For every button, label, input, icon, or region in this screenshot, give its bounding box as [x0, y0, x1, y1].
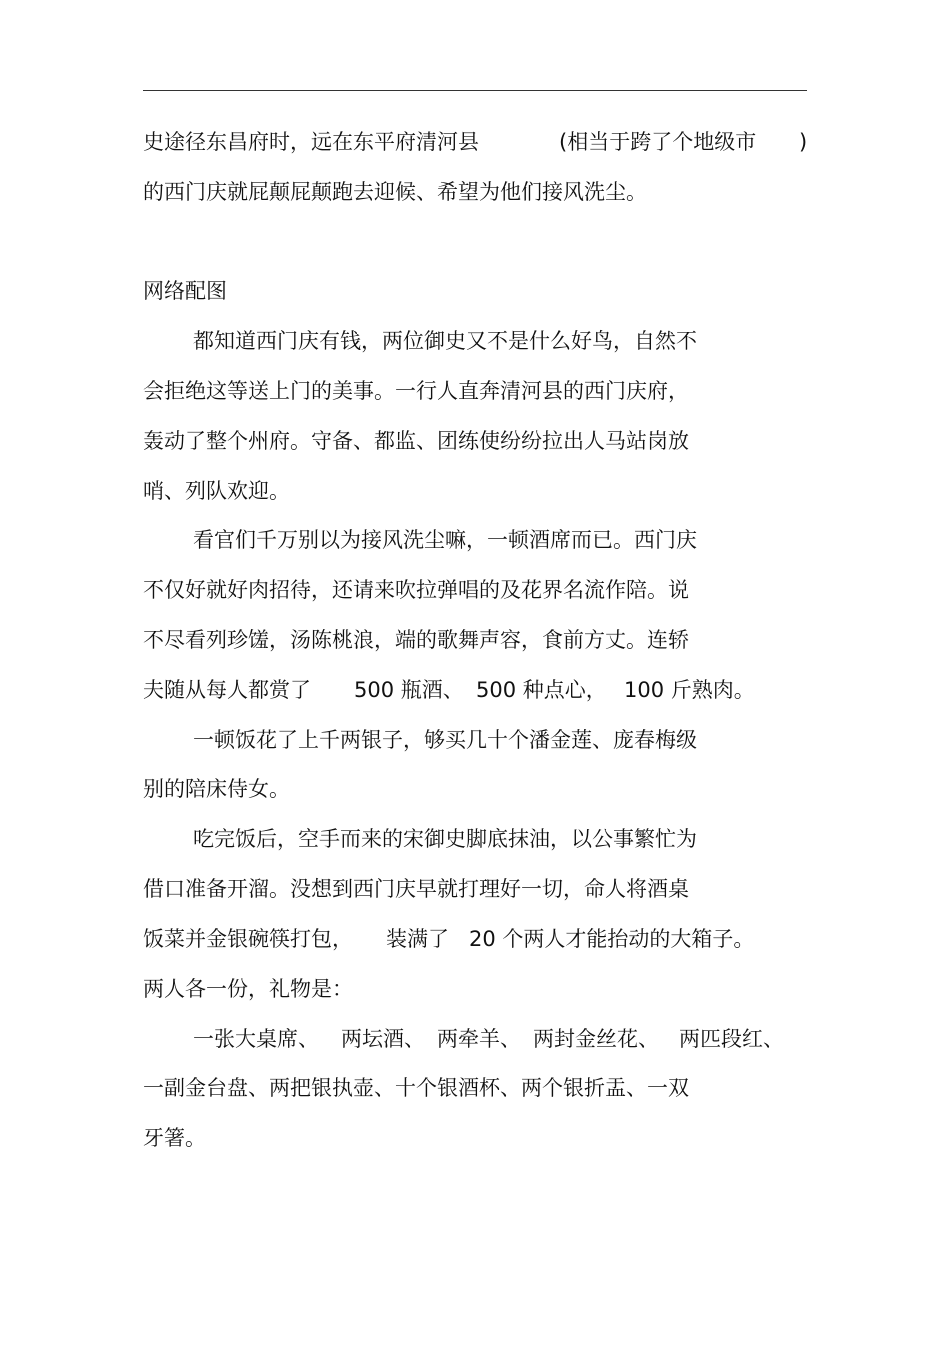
text-line: 借口准备开溜。没想到西门庆早就打理好一切，命人将酒桌	[143, 877, 689, 901]
text-segment: 两匹段红、	[679, 1027, 784, 1051]
text-line: 牙箸。	[143, 1126, 206, 1150]
text-line: 两人各一份，礼物是：	[143, 977, 353, 1001]
text-line	[143, 127, 808, 157]
text-segment: 一张大桌席、	[193, 1027, 319, 1051]
text-line: 不尽看列珍馐，汤陈桃浪，端的歌舞声容，食前方丈。连轿	[143, 628, 689, 652]
text-line: 轰动了整个州府。守备、都监、团练使纷纷拉出人马站岗放	[143, 429, 689, 453]
text-segment: (相当于跨了个地级市	[559, 130, 757, 154]
paragraph-first-line: 一顿饭花了上千两银子，够买几十个潘金莲、庞春梅级	[193, 728, 697, 752]
text-segment: )	[799, 130, 808, 154]
text-line: 哨、列队欢迎。	[143, 479, 290, 503]
text-line	[143, 675, 755, 705]
text-line: 的西门庆就屁颠屁颠跑去迎候、希望为他们接风洗尘。	[143, 180, 647, 204]
text-segment: 500 种点心，	[476, 678, 607, 702]
text-segment: 史途径东昌府时，远在东平府清河县	[143, 130, 479, 154]
text-line: 会拒绝这等送上门的美事。一行人直奔清河县的西门庆府，	[143, 379, 689, 403]
header-rule	[143, 90, 807, 91]
text-segment: 装满了	[386, 927, 449, 951]
paragraph-first-line: 吃完饭后，空手而来的宋御史脚底抹油，以公事繁忙为	[193, 827, 697, 851]
text-segment: 500 瓶酒、	[354, 678, 464, 702]
text-line: 不仅好就好肉招待，还请来吹拉弹唱的及花界名流作陪。说	[143, 578, 689, 602]
paragraph-first-line: 都知道西门庆有钱，两位御史又不是什么好鸟，自然不	[193, 329, 697, 353]
text-segment: 两封金丝花、	[533, 1027, 659, 1051]
text-segment: 100 斤熟肉。	[624, 678, 755, 702]
paragraph-first-line: 看官们千万别以为接风洗尘嘛，一顿酒席而已。西门庆	[193, 528, 697, 552]
text-segment: 两牵羊、	[437, 1027, 521, 1051]
paragraph-first-line	[193, 1024, 784, 1054]
text-line	[143, 924, 755, 954]
text-segment: 夫随从每人都赏了	[143, 678, 311, 702]
text-line: 别的陪床侍女。	[143, 777, 290, 801]
text-segment: 饭菜并金银碗筷打包，	[143, 927, 353, 951]
text-line: 一副金台盘、两把银执壶、十个银酒杯、两个银折盂、一双	[143, 1076, 689, 1100]
text-segment: 两坛酒、	[341, 1027, 425, 1051]
text-segment: 20 个两人才能抬动的大箱子。	[469, 927, 755, 951]
section-heading: 网络配图	[143, 279, 227, 303]
